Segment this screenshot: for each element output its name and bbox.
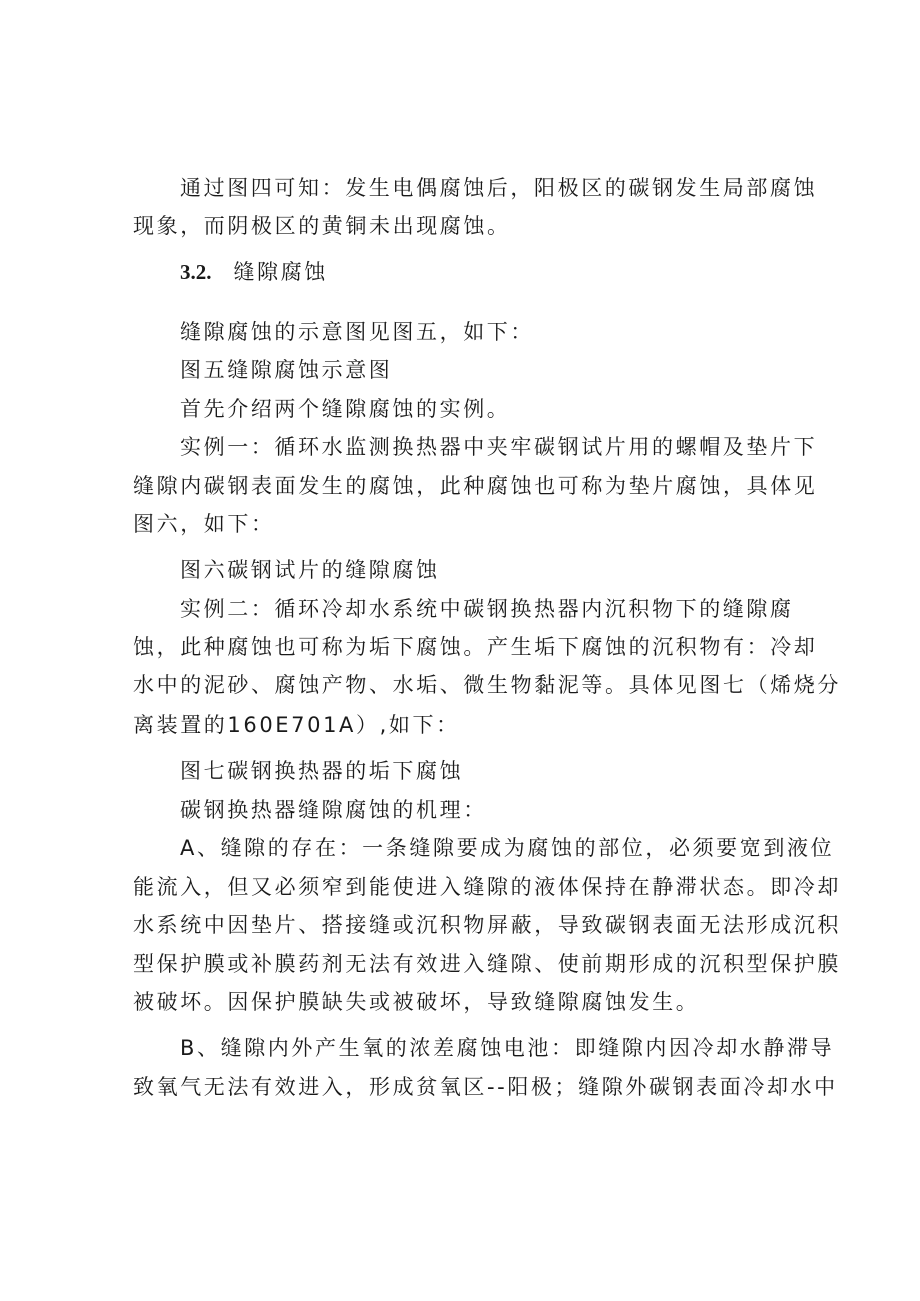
paragraph-line: 离装置的160E701A）,如下： bbox=[133, 713, 460, 737]
paragraph-line: 碳钢换热器缝隙腐蚀的机理： bbox=[180, 798, 487, 822]
paragraph-line: 实例一：循环水监测换热器中夹牢碳钢试片用的螺帽及垫片下 bbox=[180, 435, 818, 459]
figure-caption: 图五缝隙腐蚀示意图 bbox=[180, 358, 393, 382]
paragraph-line: 水中的泥砂、腐蚀产物、水垢、微生物黏泥等。具体见图七（烯烧分 bbox=[133, 673, 841, 697]
paragraph-line: 图六，如下： bbox=[133, 512, 275, 536]
paragraph-line: A、缝隙的存在：一条缝隙要成为腐蚀的部位，必须要宽到液位 bbox=[180, 836, 835, 860]
paragraph-line: 缝隙腐蚀的示意图见图五，如下： bbox=[180, 320, 534, 344]
paragraph-line: 水系统中因垫片、搭接缝或沉积物屏蔽，导致碳钢表面无法形成沉积 bbox=[133, 913, 841, 937]
paragraph-line: 首先介绍两个缝隙腐蚀的实例。 bbox=[180, 397, 511, 421]
paragraph-line: B、缝隙内外产生氧的浓差腐蚀电池：即缝隙内因冷却水静滞导 bbox=[180, 1036, 835, 1060]
section-heading bbox=[180, 257, 328, 287]
paragraph-line: 型保护膜或补膜药剂无法有效进入缝隙、使前期形成的沉积型保护膜 bbox=[133, 952, 841, 976]
paragraph-line: 致氧气无法有效进入，形成贫氧区--阳极；缝隙外碳钢表面冷却水中 bbox=[133, 1075, 838, 1099]
paragraph-line: 蚀，此种腐蚀也可称为垢下腐蚀。产生垢下腐蚀的沉积物有：冷却 bbox=[133, 635, 818, 659]
figure-caption: 图六碳钢试片的缝隙腐蚀 bbox=[180, 558, 440, 582]
paragraph-line: 能流入，但又必须窄到能使进入缝隙的液体保持在静滞状态。即冷却 bbox=[133, 875, 841, 899]
paragraph-line: 实例二：循环冷却水系统中碳钢换热器内沉积物下的缝隙腐 bbox=[180, 597, 794, 621]
section-title: 缝隙腐蚀 bbox=[233, 260, 328, 284]
figure-caption: 图七碳钢换热器的垢下腐蚀 bbox=[180, 759, 464, 783]
paragraph-line: 被破坏。因保护膜缺失或被破坏，导致缝隙腐蚀发生。 bbox=[133, 990, 700, 1014]
paragraph-line: 通过图四可知：发生电偶腐蚀后，阳极区的碳钢发生局部腐蚀 bbox=[180, 176, 818, 200]
paragraph-line: 现象，而阴极区的黄铜未出现腐蚀。 bbox=[133, 214, 511, 238]
section-number: 3.2. bbox=[180, 260, 212, 284]
paragraph-line: 缝隙内碳钢表面发生的腐蚀，此种腐蚀也可称为垫片腐蚀，具体见 bbox=[133, 474, 818, 498]
